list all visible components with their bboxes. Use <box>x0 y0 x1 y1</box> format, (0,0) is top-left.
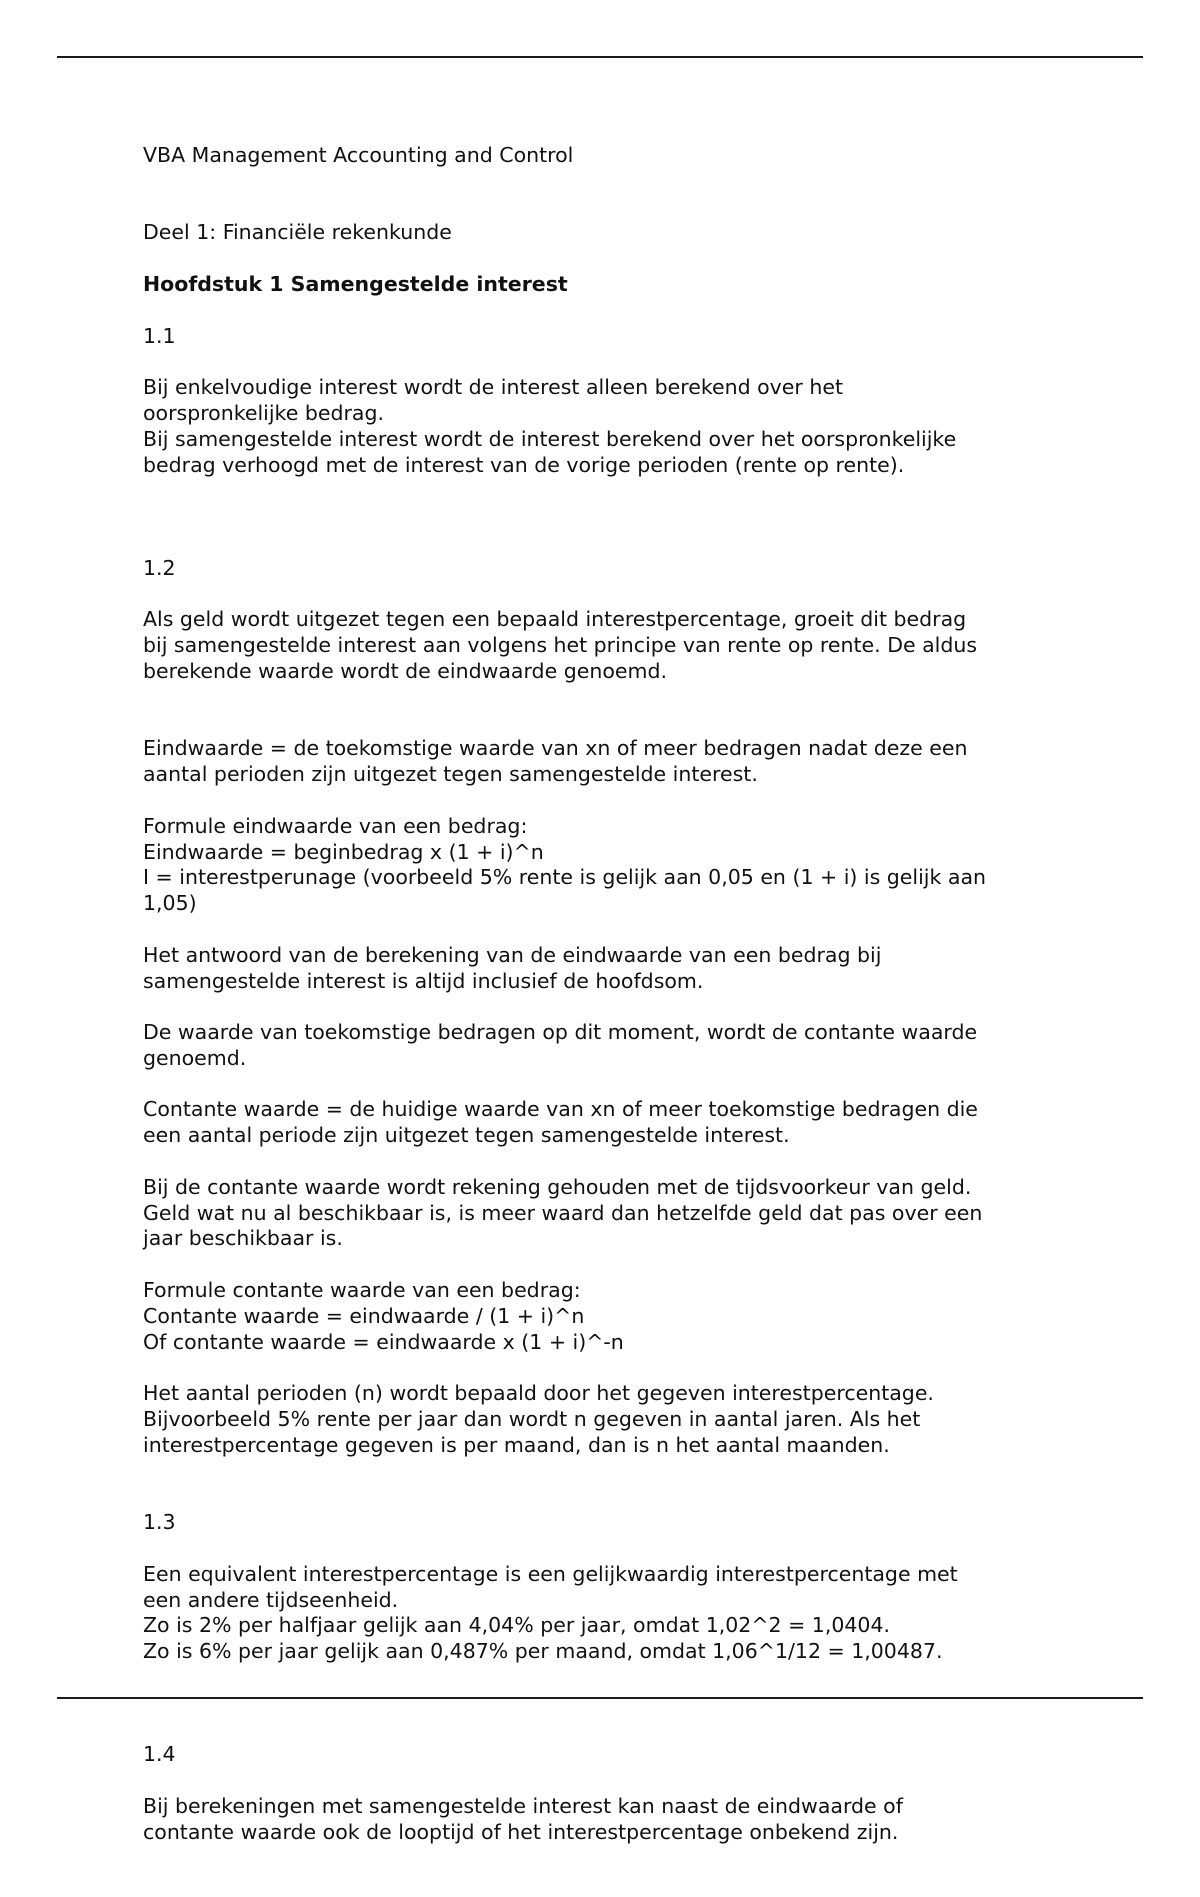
bottom-divider <box>57 1697 1143 1699</box>
section-paragraph: Het aantal perioden (n) wordt bepaald door het gegeven interestpercentage. Bijvoorbeeld 5% rente per jaar dan wordt n gegeven in aantal jaren. Als het interestpercentage gegeven is per maand, dan is n het aantal maanden. <box>143 1381 934 1457</box>
section-paragraph: Eindwaarde = de toekomstige waarde van xn of meer bedragen nadat deze een aantal perioden zijn uitgezet tegen samengestelde interest. <box>143 736 968 787</box>
section-paragraph: Als geld wordt uitgezet tegen een bepaald interestpercentage, groeit dit bedrag bij samengestelde interest aan volgens het principe van rente op rente. De aldus berekende waarde wordt de eindwaarde genoemd. <box>143 607 978 683</box>
section-number: 1.2 <box>143 555 176 580</box>
document-title: VBA Management Accounting and Control <box>143 143 574 167</box>
section-paragraph: Een equivalent interestpercentage is een gelijkwaardig interestpercentage met een andere tijdseenheid. Zo is 2% per halfjaar gelijk aan 4,04% per jaar, omdat 1,02^2 = 1,0404. Zo is 6% per jaar gelijk aan 0,487% per maand, omdat 1,06^1/12 = 1,00487. <box>143 1561 958 1664</box>
top-divider <box>57 56 1143 58</box>
section-paragraph: Bij de contante waarde wordt rekening gehouden met de tijdsvoorkeur van geld. Geld wat nu al beschikbaar is, is meer waard dan hetzelfde geld dat pas over een jaar beschikbaar is. <box>143 1174 983 1251</box>
section-paragraph: Contante waarde = de huidige waarde van xn of meer toekomstige bedragen die een aantal periode zijn uitgezet tegen samengestelde interest. <box>143 1097 978 1148</box>
section-number: 1.1 <box>143 323 176 348</box>
section-paragraph: Formule eindwaarde van een bedrag: Eindwaarde = beginbedrag x (1 + i)^n I = interestperunage (voorbeeld 5% rente is gelijk aan 0,05 en (1 + i) is gelijk aan 1,05) <box>143 813 987 916</box>
chapter-title: Hoofdstuk 1 Samengestelde interest <box>143 271 568 296</box>
section-paragraph: Het antwoord van de berekening van de eindwaarde van een bedrag bij samengestelde interest is altijd inclusief de hoofdsom. <box>143 942 882 993</box>
part-title: Deel 1: Financiële rekenkunde <box>143 220 452 245</box>
section-paragraph: Bij berekeningen met samengestelde interest kan naast de eindwaarde of contante waarde ook de looptijd of het interestpercentage onbekend zijn. <box>143 1794 903 1844</box>
section-paragraph: De waarde van toekomstige bedragen op dit moment, wordt de contante waarde genoemd. <box>143 1020 978 1070</box>
section-1-3 <box>143 1484 1083 1690</box>
section-1-2 <box>143 530 1083 711</box>
section-number: 1.4 <box>143 1742 176 1767</box>
section-1-4 <box>143 1717 1083 1872</box>
chapter-header <box>143 195 1083 505</box>
section-number: 1.3 <box>143 1510 176 1535</box>
section-paragraph: Formule contante waarde van een bedrag: Contante waarde = eindwaarde / (1 + i)^n Of contante waarde = eindwaarde x (1 + i)^-n <box>143 1278 624 1354</box>
document-body <box>143 143 1083 1897</box>
section-paragraph: Bij enkelvoudige interest wordt de interest alleen berekend over het oorspronkelijke bedrag. Bij samengestelde interest wordt de interest berekend over het oorspronkelijke bedrag verhoogd met de interest van de vorige perioden (rente op rente). <box>143 375 957 477</box>
